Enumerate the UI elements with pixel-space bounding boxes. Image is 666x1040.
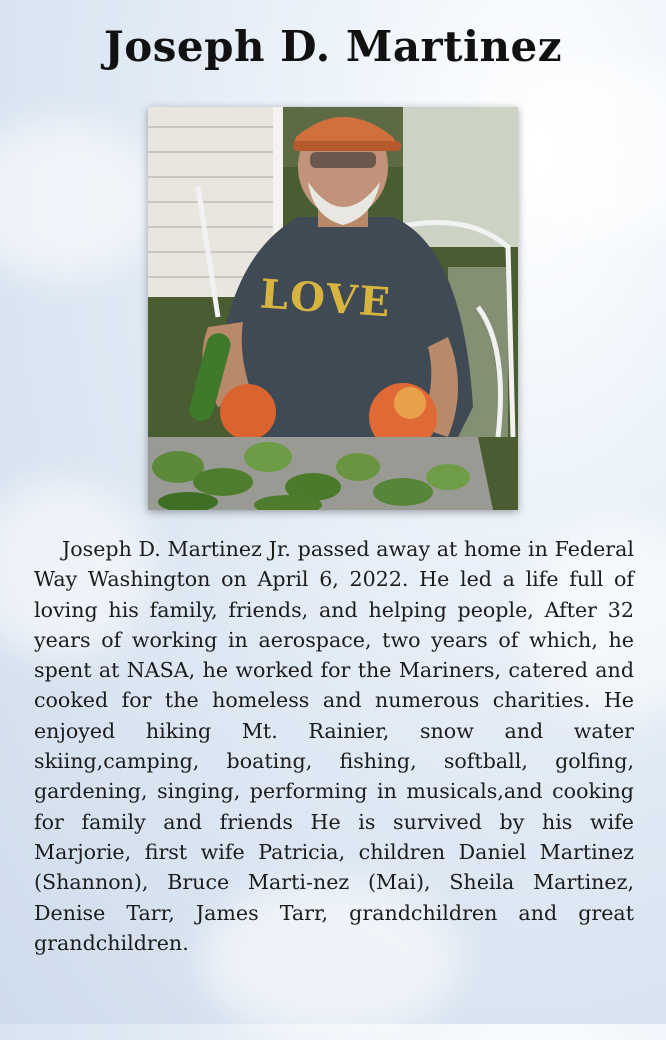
background-cloud (0, 120, 160, 280)
shirt-print-text: LOVE (258, 270, 394, 327)
portrait-photo (148, 107, 518, 510)
obituary-body-text: Joseph D. Martinez Jr. passed away at home in Federal Way Washington on April 6, 2022. He led a life full of loving his family, friends, and helping people, After 32 years of working in aerospace, two years of which, he spent at NASA, he worked for the Mariners, catered and cooked for the homeless and numerous charities. He enjoyed hiking Mt. Rainier, snow and water skiing,camping, boating, fishing, softball, golfing, gardening, singing, performing in musicals,and cooking for family and friends He is survived by his wife Marjorie, first wife Patricia, children Daniel Martinez (Shannon), Bruce Marti-nez (Mai), Sheila Martinez, Denise Tarr, James Tarr, grandchildren and great grandchildren. (34, 537, 634, 955)
obituary-name-heading: Joseph D. Martinez (103, 22, 563, 71)
background-cloud (500, 60, 666, 240)
